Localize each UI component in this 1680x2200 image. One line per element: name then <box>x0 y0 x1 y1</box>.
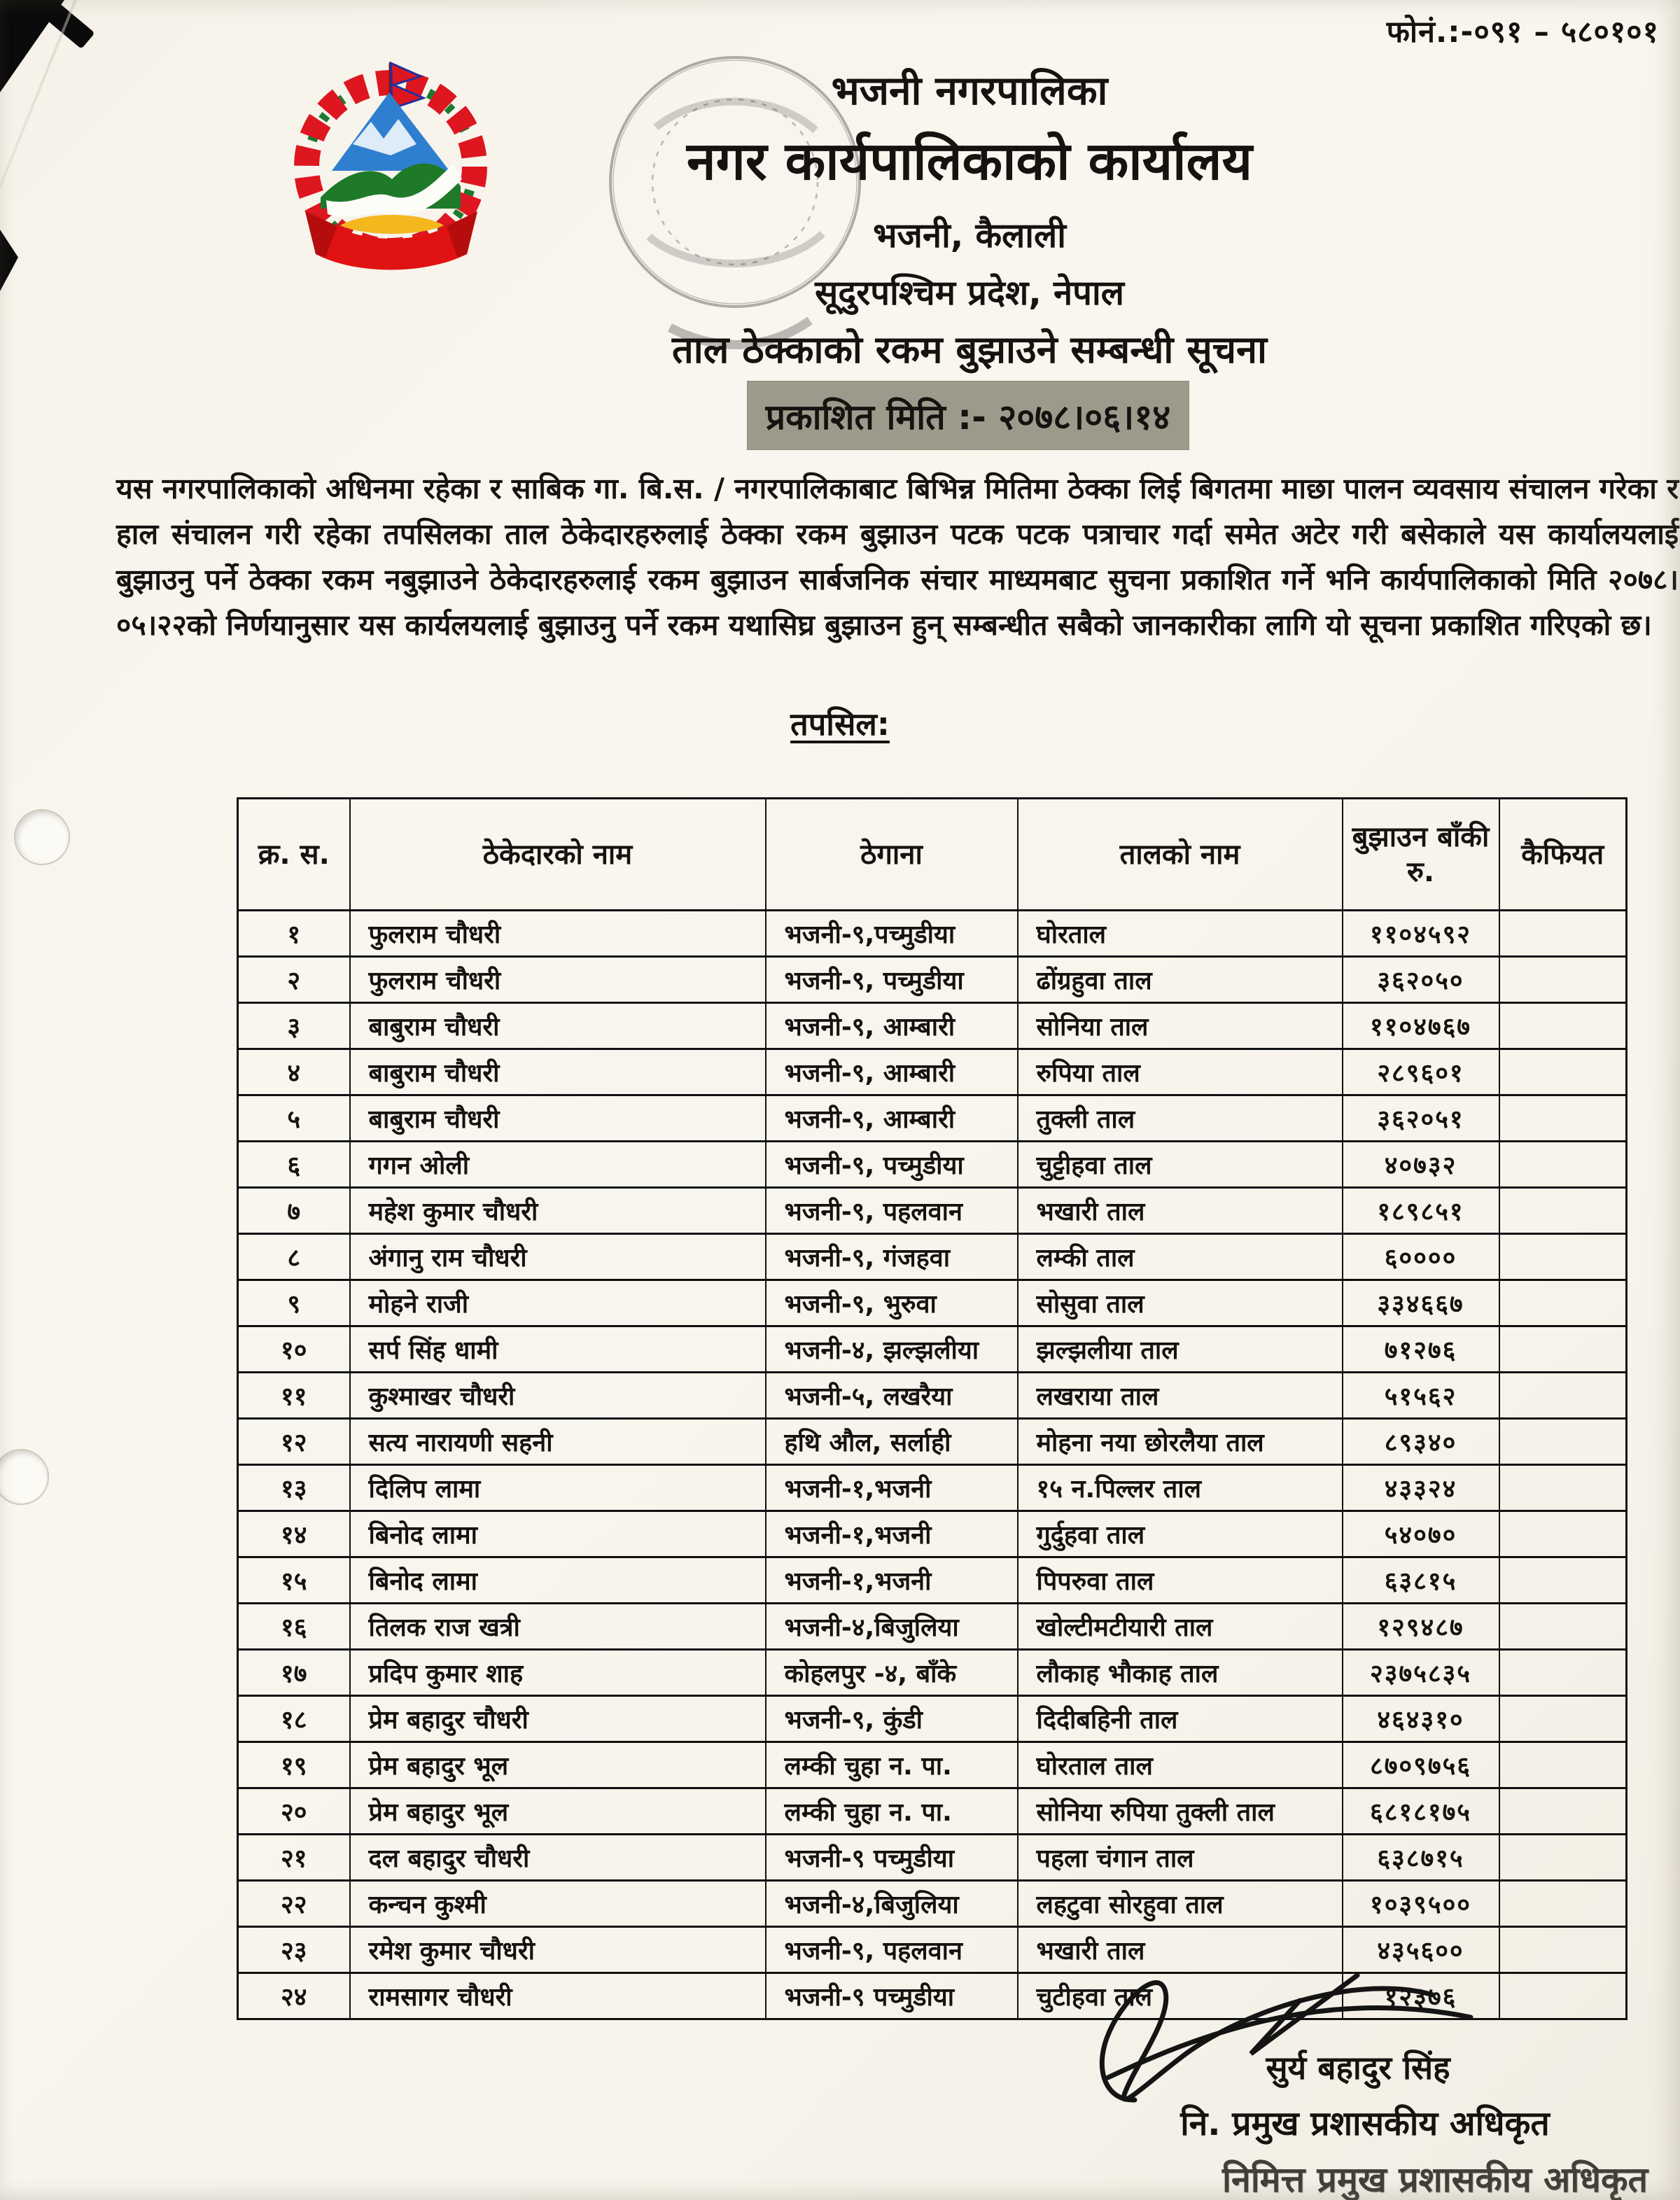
cell-remark <box>1499 1280 1627 1326</box>
cell-name: कुश्माखर चौधरी <box>350 1373 766 1419</box>
cell-remark <box>1499 1095 1627 1142</box>
cell-amount: १२९४८७ <box>1343 1604 1499 1650</box>
cell-address: भजनी-९, गंजहवा <box>766 1234 1018 1280</box>
notice-body-paragraph: यस नगरपालिकाको अधिनमा रहेका र साबिक गा. बि.स. / नगरपालिकाबाट बिभिन्न मितिमा ठेक्का लिई बिगतमा माछा पालन व्यवसाय संचालन गरेका र हाल संचालन गरी रहेका तपसिलका ताल ठेकेदारहरुलाई ठेक्का रकम बुझाउन पटक पटक पत्राचार गर्दा समेत अटेर गरी बसेकाले यस कार्यालयलाई बुझाउनु पर्ने ठेक्का रकम नबुझाउने ठेकेदारहरुलाई रकम बुझाउन सार्बजनिक संचार माध्यमबाट सुचना प्रकाशित गर्ने भनि कार्यपालिकाको मिति २०७८।०५।२२को निर्णयानुसार यस कार्यलयलाई बुझाउनु पर्ने रकम यथासिघ्र बुझाउन हुन् सम्बन्धीत सबैको जानकारीका लागि यो सूचना प्रकाशित गरिएको छ। <box>116 472 1679 642</box>
table-row <box>238 1696 1627 1742</box>
column-header-address: ठेगाना <box>766 799 1018 911</box>
cell-name: फुलराम चौधरी <box>350 911 766 957</box>
cell-name: अंगानु राम चौधरी <box>350 1234 766 1280</box>
cell-sn: १४ <box>238 1511 350 1557</box>
cell-remark <box>1499 1881 1627 1927</box>
cell-remark <box>1499 1742 1627 1788</box>
cell-sn: १० <box>238 1326 350 1373</box>
cell-name: बिनोद लामा <box>350 1557 766 1604</box>
cell-remark <box>1499 1419 1627 1465</box>
cell-sn: १९ <box>238 1742 350 1788</box>
table-row <box>238 1465 1627 1511</box>
cell-amount: ३६२०५१ <box>1343 1095 1499 1142</box>
cell-sn: २२ <box>238 1881 350 1927</box>
cell-remark <box>1499 1973 1627 2019</box>
published-date-highlight <box>748 381 1189 449</box>
cell-address: भजनी-४,बिजुलिया <box>766 1881 1018 1927</box>
cell-address: भजनी-४,बिजुलिया <box>766 1604 1018 1650</box>
cell-amount: ३३४६६७ <box>1343 1280 1499 1326</box>
cell-amount: ५१५६२ <box>1343 1373 1499 1419</box>
cell-sn: ७ <box>238 1188 350 1234</box>
cell-address: भजनी-९, आम्बारी <box>766 1003 1018 1049</box>
cell-sn: २४ <box>238 1973 350 2019</box>
cell-lake: चुट्टीहवा ताल <box>1018 1142 1343 1188</box>
cell-address: भजनी-९, पच्मुडीया <box>766 957 1018 1003</box>
cell-name: प्रेम बहादुर चौधरी <box>350 1696 766 1742</box>
cell-address: भजनी-९, आम्बारी <box>766 1049 1018 1095</box>
table-row <box>238 957 1627 1003</box>
cell-sn: १६ <box>238 1604 350 1650</box>
cell-sn: ८ <box>238 1234 350 1280</box>
table-row <box>238 1604 1627 1650</box>
cell-lake: लखराया ताल <box>1018 1373 1343 1419</box>
cell-remark <box>1499 1188 1627 1234</box>
dues-table <box>237 797 1628 2020</box>
cell-sn: ६ <box>238 1142 350 1188</box>
cell-address: भजनी-१,भजनी <box>766 1511 1018 1557</box>
cell-address: भजनी-९,पच्मुडीया <box>766 911 1018 957</box>
cell-lake: सोनिया रुपिया तुक्ली ताल <box>1018 1788 1343 1835</box>
cell-name: रमेश कुमार चौधरी <box>350 1927 766 1973</box>
cell-lake: तुक्ली ताल <box>1018 1095 1343 1142</box>
cell-sn: ३ <box>238 1003 350 1049</box>
cell-lake: भखारी ताल <box>1018 1188 1343 1234</box>
cell-amount: १०३९५०० <box>1343 1881 1499 1927</box>
cell-name: बाबुराम चौधरी <box>350 1095 766 1142</box>
signer-name: सुर्य बहादुर सिंह <box>1266 2049 1450 2087</box>
cell-lake: झल्झलीया ताल <box>1018 1326 1343 1373</box>
office-place: भजनी, कैलाली <box>873 216 1066 255</box>
cell-lake: घोरताल ताल <box>1018 1742 1343 1788</box>
column-header-remark: कैफियत <box>1499 799 1627 911</box>
table-row <box>238 1326 1627 1373</box>
cell-lake: भखारी ताल <box>1018 1927 1343 1973</box>
cell-sn: १ <box>238 911 350 957</box>
cell-name: बिनोद लामा <box>350 1511 766 1557</box>
table-header-row <box>238 799 1627 911</box>
stamp-designation: निमित्त प्रमुख प्रशासकीय अधिकृत <box>1222 2159 1648 2200</box>
cell-name: बाबुराम चौधरी <box>350 1049 766 1095</box>
column-header-lake: तालको नाम <box>1018 799 1343 911</box>
cell-sn: ५ <box>238 1095 350 1142</box>
column-header-name: ठेकेदारको नाम <box>350 799 766 911</box>
cell-lake: पिपरुवा ताल <box>1018 1557 1343 1604</box>
table-row <box>238 1419 1627 1465</box>
column-header-sn: क्र. स. <box>238 799 350 911</box>
cell-remark <box>1499 1604 1627 1650</box>
cell-name: रामसागर चौधरी <box>350 1973 766 2019</box>
cell-name: मोहने राजी <box>350 1280 766 1326</box>
cell-address: भजनी-१,भजनी <box>766 1557 1018 1604</box>
cell-amount: ४०७३२ <box>1343 1142 1499 1188</box>
cell-address: कोहलपुर -४, बाँके <box>766 1650 1018 1696</box>
cell-remark <box>1499 1373 1627 1419</box>
table-row <box>238 1280 1627 1326</box>
cell-sn: २ <box>238 957 350 1003</box>
cell-address: भजनी-९, भुरुवा <box>766 1280 1018 1326</box>
cell-remark <box>1499 1835 1627 1881</box>
cell-lake: लम्की ताल <box>1018 1234 1343 1280</box>
cell-remark <box>1499 1927 1627 1973</box>
cell-lake: रुपिया ताल <box>1018 1049 1343 1095</box>
cell-address: भजनी-९, पच्मुडीया <box>766 1142 1018 1188</box>
scan-artifact-edge <box>0 230 18 291</box>
cell-lake: लहटुवा सोरहुवा ताल <box>1018 1881 1343 1927</box>
cell-address: भजनी-९ पच्मुडीया <box>766 1835 1018 1881</box>
cell-sn: २० <box>238 1788 350 1835</box>
cell-amount: १८९८५१ <box>1343 1188 1499 1234</box>
table-row <box>238 1511 1627 1557</box>
cell-remark <box>1499 1650 1627 1696</box>
cell-lake: सोसुवा ताल <box>1018 1280 1343 1326</box>
cell-amount: ७१२७६ <box>1343 1326 1499 1373</box>
cell-address: लम्की चुहा न. पा. <box>766 1742 1018 1788</box>
cell-sn: १५ <box>238 1557 350 1604</box>
cell-address: भजनी-४, झल्झलीया <box>766 1326 1018 1373</box>
cell-sn: २१ <box>238 1835 350 1881</box>
cell-lake: दिदीबहिनी ताल <box>1018 1696 1343 1742</box>
table-row <box>238 1188 1627 1234</box>
cell-name: गगन ओली <box>350 1142 766 1188</box>
cell-sn: ४ <box>238 1049 350 1095</box>
cell-remark <box>1499 1234 1627 1280</box>
handwritten-signature <box>1068 1933 1502 2112</box>
cell-address: भजनी-९ पच्मुडीया <box>766 1973 1018 2019</box>
cell-name: सत्य नारायणी सहनी <box>350 1419 766 1465</box>
cell-sn: १८ <box>238 1696 350 1742</box>
table-row <box>238 1003 1627 1049</box>
phone-number: फोनं.:-०९१ – ५८०१०१ <box>1386 15 1659 50</box>
cell-address: हथि औल, सर्लाही <box>766 1419 1018 1465</box>
cell-remark <box>1499 1788 1627 1835</box>
cell-address: लम्की चुहा न. पा. <box>766 1788 1018 1835</box>
cell-remark <box>1499 1049 1627 1095</box>
cell-amount: ४३५६०० <box>1343 1927 1499 1973</box>
cell-address: भजनी-९, आम्बारी <box>766 1095 1018 1142</box>
cell-name: फुलराम चौधरी <box>350 957 766 1003</box>
municipality-name: भजनी नगरपालिका <box>831 68 1108 114</box>
cell-name: प्रेम बहादुर भूल <box>350 1742 766 1788</box>
cell-amount: २८९६०१ <box>1343 1049 1499 1095</box>
signer-title: नि. प्रमुख प्रशासकीय अधिकृत <box>1180 2104 1550 2143</box>
cell-remark <box>1499 1142 1627 1188</box>
cell-lake: ढोंग्रहुवा ताल <box>1018 957 1343 1003</box>
cell-lake: घोरताल <box>1018 911 1343 957</box>
cell-sn: २३ <box>238 1927 350 1973</box>
cell-address: भजनी-१,भजनी <box>766 1465 1018 1511</box>
cell-name: दिलिप लामा <box>350 1465 766 1511</box>
table-body <box>238 911 1627 2019</box>
cell-name: प्रदिप कुमार शाह <box>350 1650 766 1696</box>
table-row <box>238 1881 1627 1927</box>
table-row <box>238 1142 1627 1188</box>
cell-name: तिलक राज खत्री <box>350 1604 766 1650</box>
cell-name: महेश कुमार चौधरी <box>350 1188 766 1234</box>
cell-sn: १७ <box>238 1650 350 1696</box>
table-row <box>238 1835 1627 1881</box>
cell-amount: ५४०७० <box>1343 1511 1499 1557</box>
cell-sn: ९ <box>238 1280 350 1326</box>
cell-amount: १२३७६ <box>1343 1973 1499 2019</box>
table-row <box>238 1373 1627 1419</box>
table-row <box>238 1234 1627 1280</box>
cell-amount: ४३३२४ <box>1343 1465 1499 1511</box>
cell-amount: ४६४३१० <box>1343 1696 1499 1742</box>
cell-lake: सोनिया ताल <box>1018 1003 1343 1049</box>
cell-sn: ११ <box>238 1373 350 1419</box>
table-row <box>238 1049 1627 1095</box>
cell-remark <box>1499 957 1627 1003</box>
punch-hole <box>14 809 70 865</box>
cell-amount: ६०००० <box>1343 1234 1499 1280</box>
cell-remark <box>1499 1003 1627 1049</box>
cell-amount: ८९३४० <box>1343 1419 1499 1465</box>
cell-lake: मोहना नया छोरलैया ताल <box>1018 1419 1343 1465</box>
cell-amount: ६८१८१७५ <box>1343 1788 1499 1835</box>
cell-lake: १५ न.पिल्लर ताल <box>1018 1465 1343 1511</box>
cell-amount: ११०४७६७ <box>1343 1003 1499 1049</box>
table-row <box>238 1095 1627 1142</box>
cell-remark <box>1499 1557 1627 1604</box>
cell-name: बाबुराम चौधरी <box>350 1003 766 1049</box>
published-date-text: प्रकाशित मिति :- २०७८।०६।१४ <box>765 396 1171 437</box>
cell-amount: ११०४५९२ <box>1343 911 1499 957</box>
table-row <box>238 1650 1627 1696</box>
cell-name: दल बहादुर चौधरी <box>350 1835 766 1881</box>
cell-amount: ८७०९७५६ <box>1343 1742 1499 1788</box>
cell-sn: १२ <box>238 1419 350 1465</box>
cell-amount: ३६२०५० <box>1343 957 1499 1003</box>
table-row <box>238 911 1627 957</box>
column-header-amount: बुझाउन बाँकी रु. <box>1343 799 1499 911</box>
table-header <box>238 799 1627 911</box>
cell-remark <box>1499 911 1627 957</box>
cell-sn: १३ <box>238 1465 350 1511</box>
cell-lake: गुर्दुहवा ताल <box>1018 1511 1343 1557</box>
office-name: नगर कार्यपालिकाको कार्यालय <box>687 130 1252 192</box>
cell-lake: पहला चंगान ताल <box>1018 1835 1343 1881</box>
cell-amount: ६३८१५ <box>1343 1557 1499 1604</box>
cell-remark <box>1499 1326 1627 1373</box>
cell-amount: ६३८७१५ <box>1343 1835 1499 1881</box>
table-row <box>238 1557 1627 1604</box>
cell-remark <box>1499 1511 1627 1557</box>
cell-address: भजनी-९, पहलवान <box>766 1927 1018 1973</box>
cell-lake: खोल्टीमटीयारी ताल <box>1018 1604 1343 1650</box>
cell-name: प्रेम बहादुर भूल <box>350 1788 766 1835</box>
cell-amount: २३७५८३५ <box>1343 1650 1499 1696</box>
cell-lake: चुटीहवा ताल <box>1018 1973 1343 2019</box>
cell-address: भजनी-५, लखरैया <box>766 1373 1018 1419</box>
cell-address: भजनी-९, कुंडी <box>766 1696 1018 1742</box>
cell-name: कन्चन कुश्मी <box>350 1881 766 1927</box>
punch-hole <box>0 1449 49 1505</box>
cell-address: भजनी-९, पहलवान <box>766 1188 1018 1234</box>
office-province: सूदुरपश्चिम प्रदेश, नेपाल <box>815 273 1124 313</box>
cell-remark <box>1499 1465 1627 1511</box>
table-row <box>238 1742 1627 1788</box>
cell-remark <box>1499 1696 1627 1742</box>
table-row <box>238 1788 1627 1835</box>
cell-lake: लौकाह भौकाह ताल <box>1018 1650 1343 1696</box>
details-heading: तपसिल: <box>790 706 890 743</box>
cell-name: सर्प सिंह धामी <box>350 1326 766 1373</box>
notice-subject: ताल ठेक्काको रकम बुझाउने सम्बन्धी सूचना <box>672 328 1267 372</box>
